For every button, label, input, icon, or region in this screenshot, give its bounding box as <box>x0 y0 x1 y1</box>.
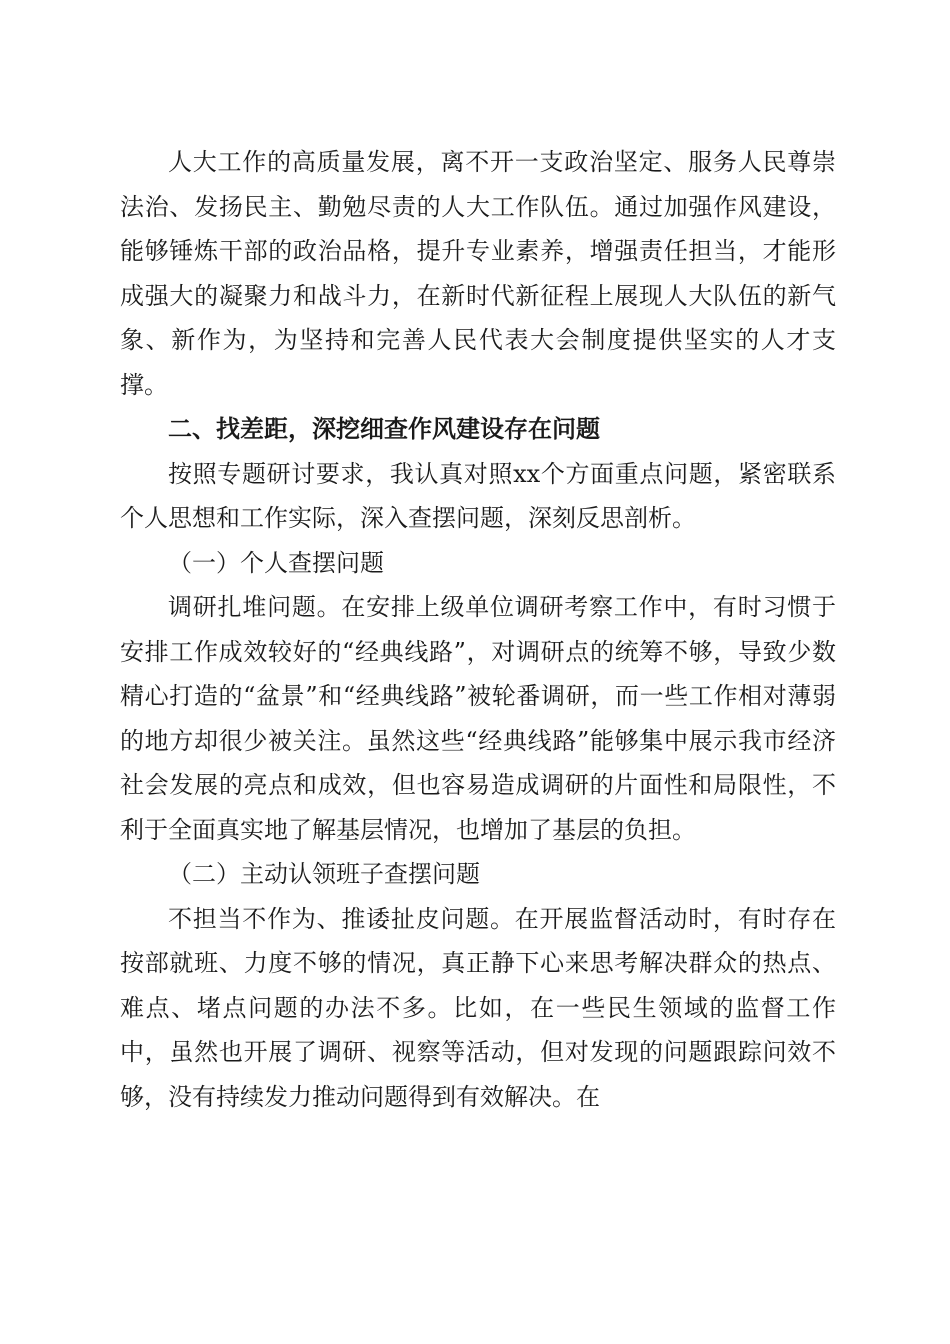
paragraph-section-intro: 按照专题研讨要求，我认真对照xx个方面重点问题，紧密联系个人思想和工作实际，深入查摆问题，深刻反思剖析。 <box>120 459 836 532</box>
section-heading-two: 二、找差距，深挖细查作风建设存在问题 <box>168 415 600 443</box>
subheading-team: （二）主动认领班子查摆问题 <box>168 860 480 888</box>
paragraph-intro: 人大工作的高质量发展，离不开一支政治坚定、服务人民尊崇法治、发扬民主、勤勉尽责的人大工作队伍。通过加强作风建设，能够锤炼干部的政治品格，提升专业素养，增强责任担当，才能形成强大的凝聚力和战斗力，在新时代新征程上展现人大队伍的新气象、新作为，为坚持和完善人民代表大会制度提供坚实的人才支撑。 <box>120 148 836 399</box>
paragraph-research-issue: 调研扎堆问题。在安排上级单位调研考察工作中，有时习惯于安排工作成效较好的“经典线路”，对调研点的统筹不够，导致少数精心打造的“盆景”和“经典线路”被轮番调研，而一些工作相对薄弱的地方却很少被关注。虽然这些“经典线路”能够集中展示我市经济社会发展的亮点和成效，但也容易造成调研的片面性和局限性，不利于全面真实地了解基层情况，也增加了基层的负担。 <box>120 593 836 844</box>
subheading-personal: （一）个人查摆问题 <box>168 548 384 577</box>
paragraph-responsibility-issue: 不担当不作为、推诿扯皮问题。在开展监督活动时，有时存在按部就班、力度不够的情况，真正静下心来思考解决群众的热点、难点、堵点问题的办法不多。比如，在一些民生领域的监督工作中，虽然也开展了调研、视察等活动，但对发现的问题跟踪问效不够，没有持续发力推动问题得到有效解决。在 <box>120 904 836 1111</box>
document-body <box>120 140 836 1119</box>
